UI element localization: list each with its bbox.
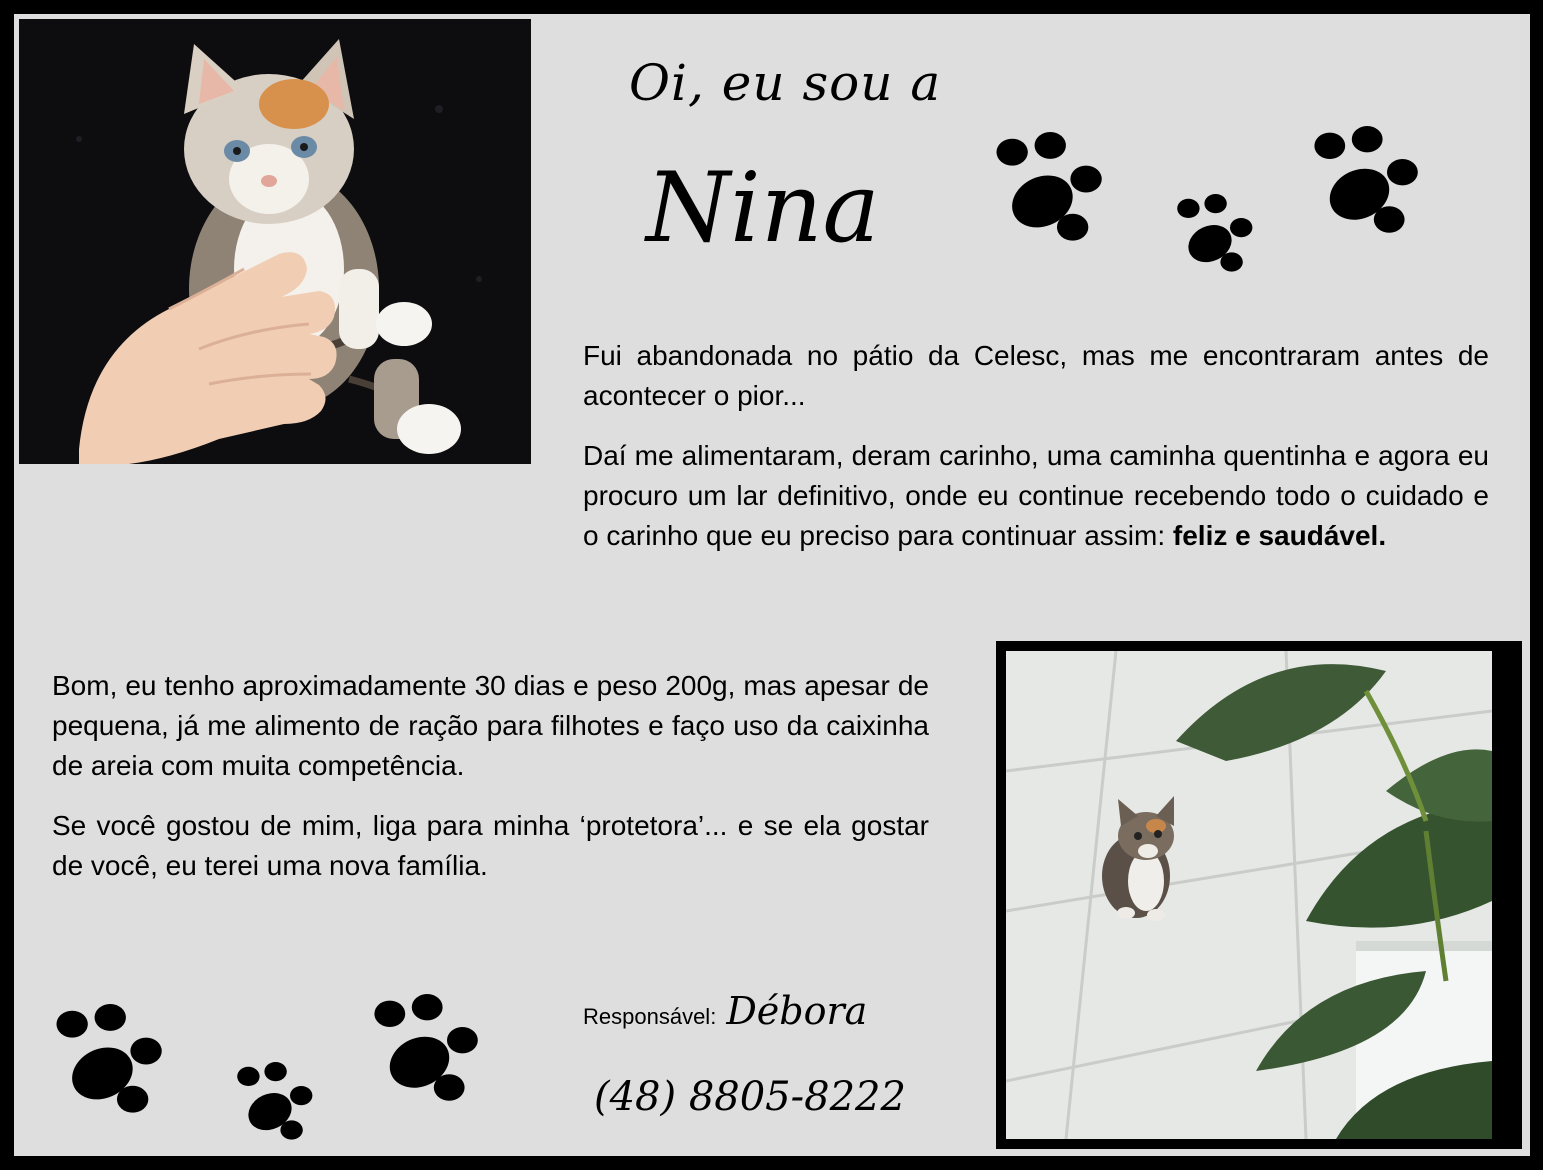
- kitten-floor-photo-frame: [996, 641, 1522, 1149]
- story-paragraph-2: [583, 436, 1489, 556]
- cat-name-title: Nina: [646, 152, 880, 264]
- kitten-held-illustration: [19, 19, 531, 464]
- adoption-poster: [14, 14, 1530, 1156]
- paw-print-icon: [370, 994, 480, 1104]
- paw-print-icon: [52, 1004, 164, 1116]
- responsible-name: Débora: [726, 989, 868, 1033]
- story-text: [583, 336, 1489, 576]
- phone-number: (48) 8805-8222: [594, 1074, 906, 1120]
- responsible-line: [583, 989, 867, 1033]
- story-paragraph-2-lead: Daí me alimentaram, deram carinho, uma caminha quentinha e agora eu procuro um lar definitivo, onde eu continue recebendo todo o cuidado e o carinho que eu preciso para continuar assim:: [583, 440, 1489, 551]
- kitten-floor-illustration: [1006, 651, 1492, 1139]
- responsible-label: Responsável:: [583, 1004, 717, 1029]
- paw-print-icon: [1174, 194, 1254, 274]
- kitten-floor-photo: [1006, 651, 1492, 1139]
- kitten-held-photo: [19, 19, 531, 464]
- about-paragraph-2: Se você gostou de mim, liga para minha ‘protetora’... e se ela gostar de você, eu terei uma nova família.: [52, 810, 929, 881]
- paw-print-icon: [1310, 126, 1420, 236]
- about-paragraph-1: Bom, eu tenho aproximadamente 30 dias e peso 200g, mas apesar de pequena, já me alimento de ração para filhotes e faço uso da caixinha de areia com muita competência.: [52, 670, 929, 781]
- about-text: [52, 666, 929, 906]
- story-paragraph-1: Fui abandonada no pátio da Celesc, mas me encontraram antes de acontecer o pior...: [583, 340, 1489, 411]
- story-emphasis: feliz e saudável.: [1172, 520, 1387, 551]
- paw-print-icon: [234, 1062, 314, 1142]
- greeting-text: Oi, eu sou a: [629, 54, 942, 112]
- paw-print-icon: [992, 132, 1104, 244]
